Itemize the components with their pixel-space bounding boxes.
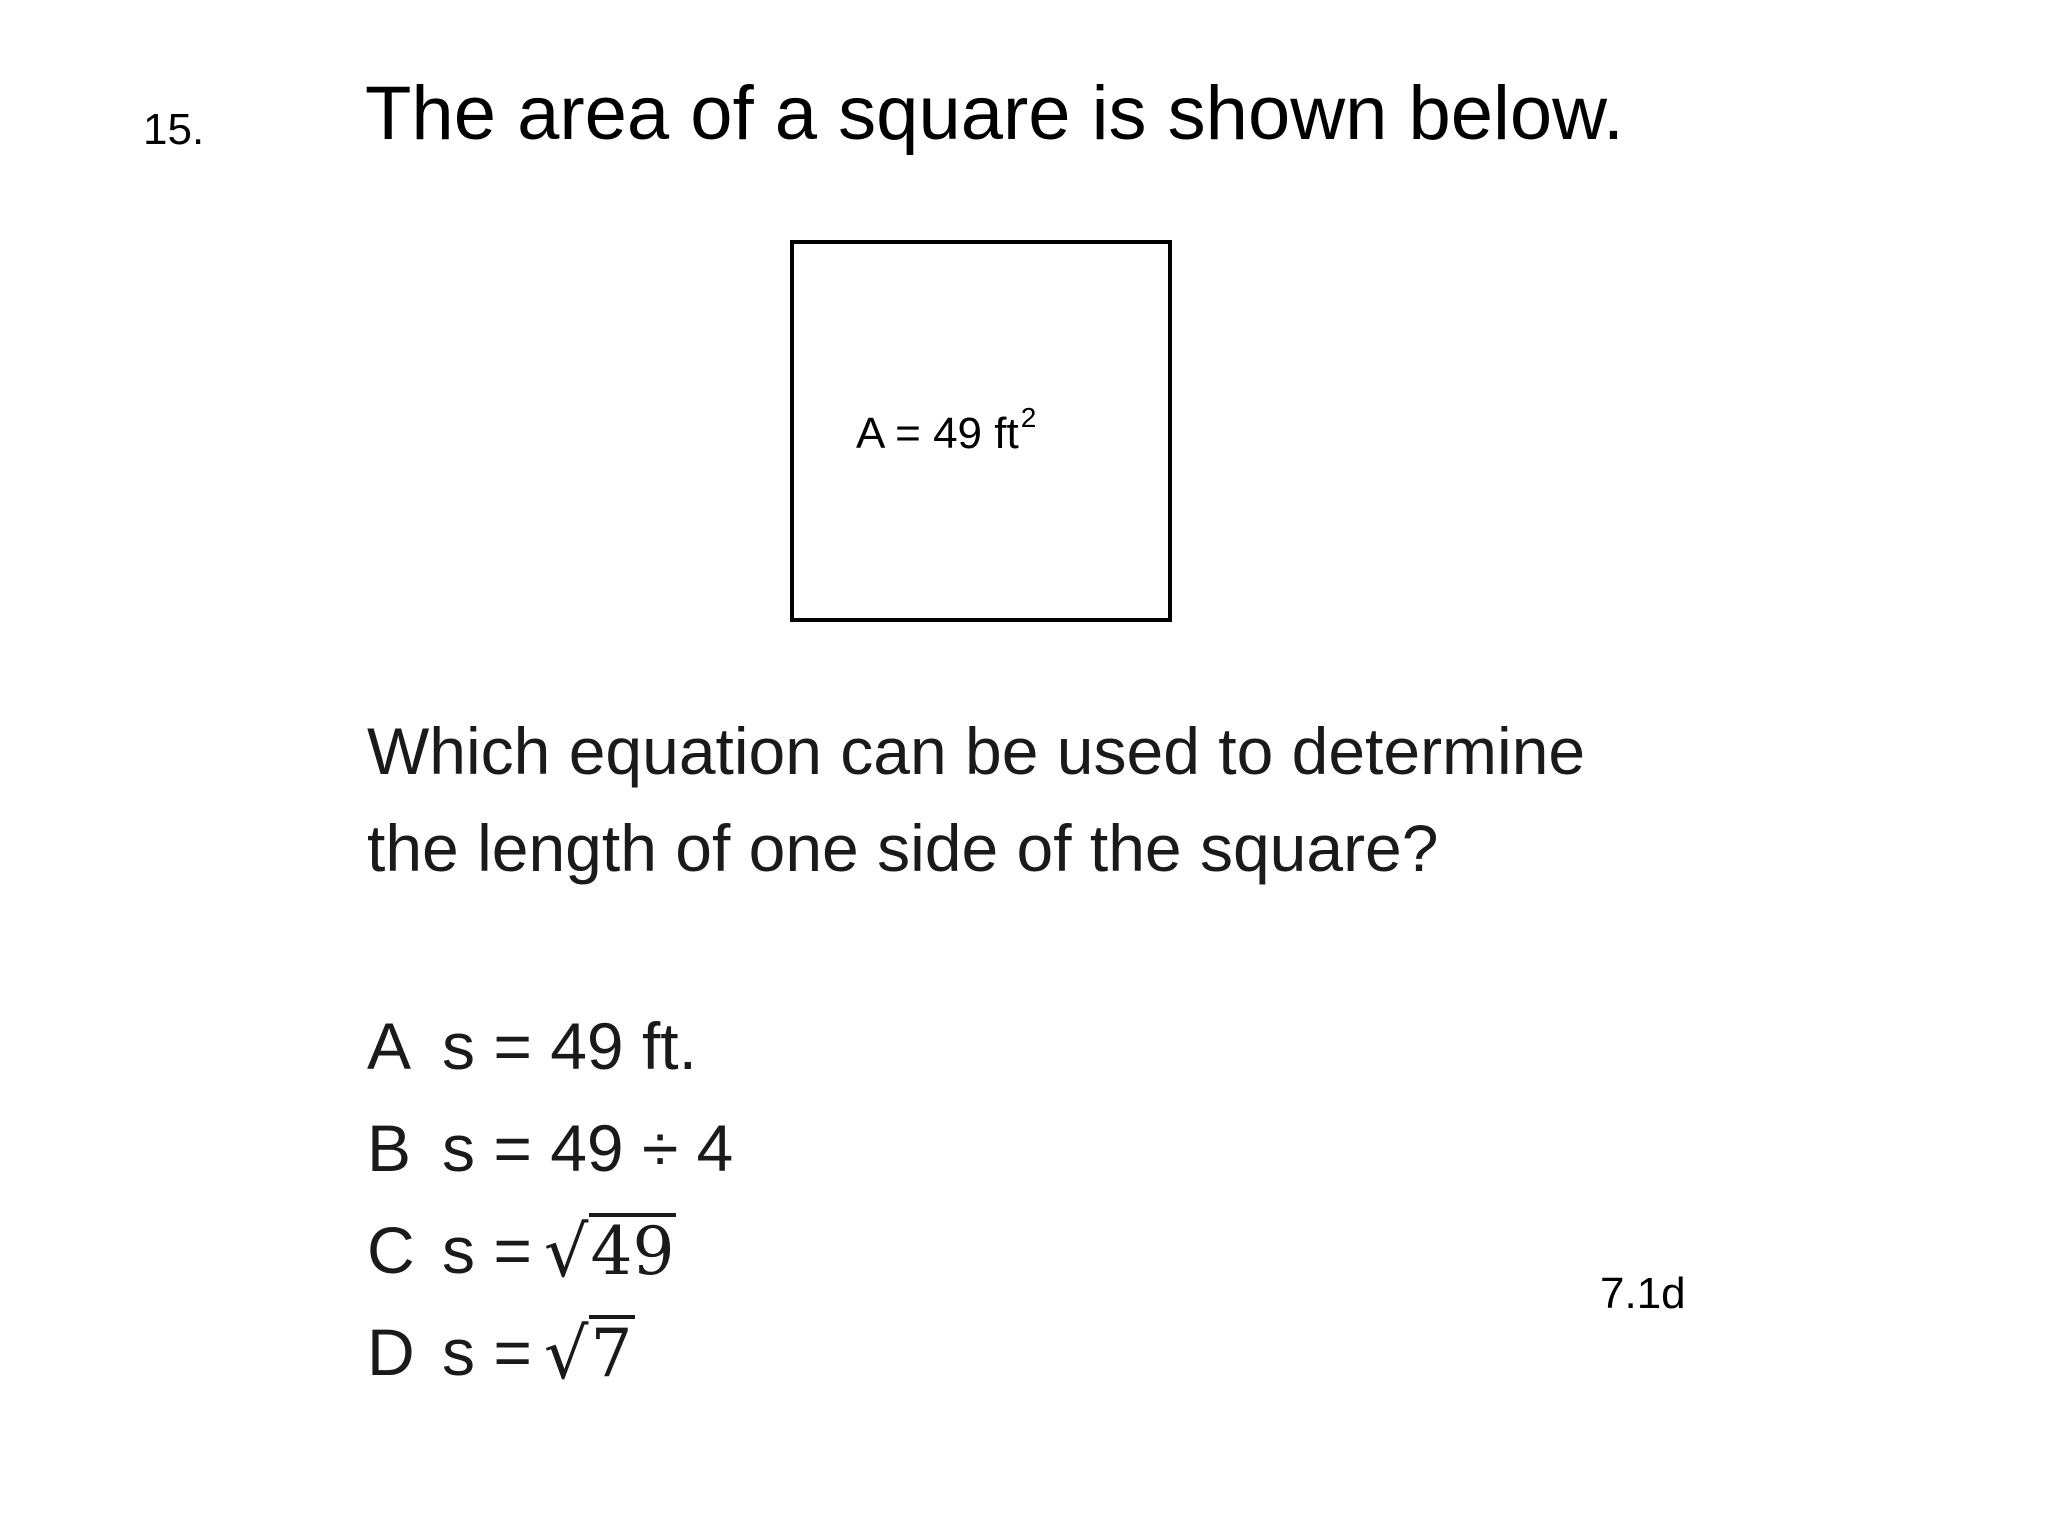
area-label-text: A = 49 ft (856, 409, 1019, 458)
option-text: s = (442, 1315, 532, 1389)
question-number: 15. (143, 105, 205, 154)
option-text: s = (442, 1213, 532, 1287)
option-letter: D (367, 1315, 415, 1389)
radicand: 49 (590, 1213, 675, 1291)
radical-sign: √ (543, 1312, 589, 1395)
option-d[interactable] (367, 1301, 733, 1403)
option-letter: C (367, 1213, 415, 1287)
square-figure (790, 240, 1172, 622)
question-prompt (367, 703, 1585, 897)
option-letter: A (367, 1009, 412, 1083)
option-letter: B (367, 1111, 412, 1185)
option-text: s = 49 ft. (442, 1009, 697, 1083)
radical-sign: √ (543, 1210, 589, 1293)
question-line-2: the length of one side of the square? (367, 811, 1439, 885)
square-root (543, 1210, 677, 1293)
area-label (856, 402, 1037, 458)
option-c[interactable] (367, 1199, 733, 1301)
answer-options (367, 995, 733, 1403)
option-a[interactable] (367, 995, 733, 1097)
question-line-1: Which equation can be used to determine (367, 714, 1586, 788)
option-text: s = 49 ÷ 4 (442, 1111, 734, 1185)
square-root (543, 1312, 635, 1395)
standard-code: 7.1d (1600, 1269, 1686, 1318)
question-title: The area of a square is shown below. (365, 71, 1624, 156)
option-b[interactable] (367, 1097, 733, 1199)
area-exponent: 2 (1020, 402, 1037, 433)
radicand: 7 (590, 1315, 633, 1393)
